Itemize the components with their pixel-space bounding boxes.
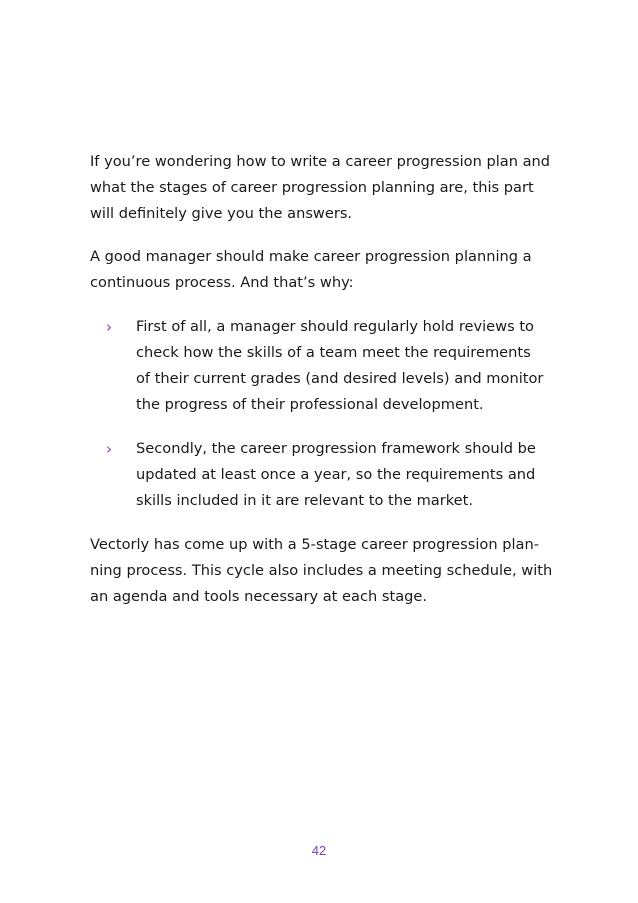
- lead-paragraph: A good manager should make career progression planning a continuous process. And that’s why:: [90, 248, 532, 291]
- chevron-right-icon: ›: [106, 440, 112, 458]
- page-content: [90, 149, 560, 628]
- chevron-right-icon: ›: [106, 318, 112, 336]
- page-number: 42: [311, 843, 327, 858]
- bullet-text: Secondly, the career progression framework should be updated at least once a year, so the requirements and skills included in it are relevant to the market.: [136, 440, 536, 509]
- intro-paragraph: If you’re wondering how to write a career progression plan and what the stages of career progression planning are, this part will definitely give you the answers.: [90, 153, 551, 222]
- list-item: [90, 436, 560, 514]
- closing-paragraph: Vectorly has come up with a 5-stage career progression plan- ning process. This cycle also includes a meeting schedule, with an agenda and tools necessary at each stage.: [90, 536, 553, 605]
- list-item: [90, 314, 560, 418]
- bullet-text: First of all, a manager should regularly hold reviews to check how the skills of a team meet the requirements of their current grades (and desired levels) and monitor the progress of their professional development.: [136, 318, 544, 413]
- bullet-list: [90, 314, 560, 514]
